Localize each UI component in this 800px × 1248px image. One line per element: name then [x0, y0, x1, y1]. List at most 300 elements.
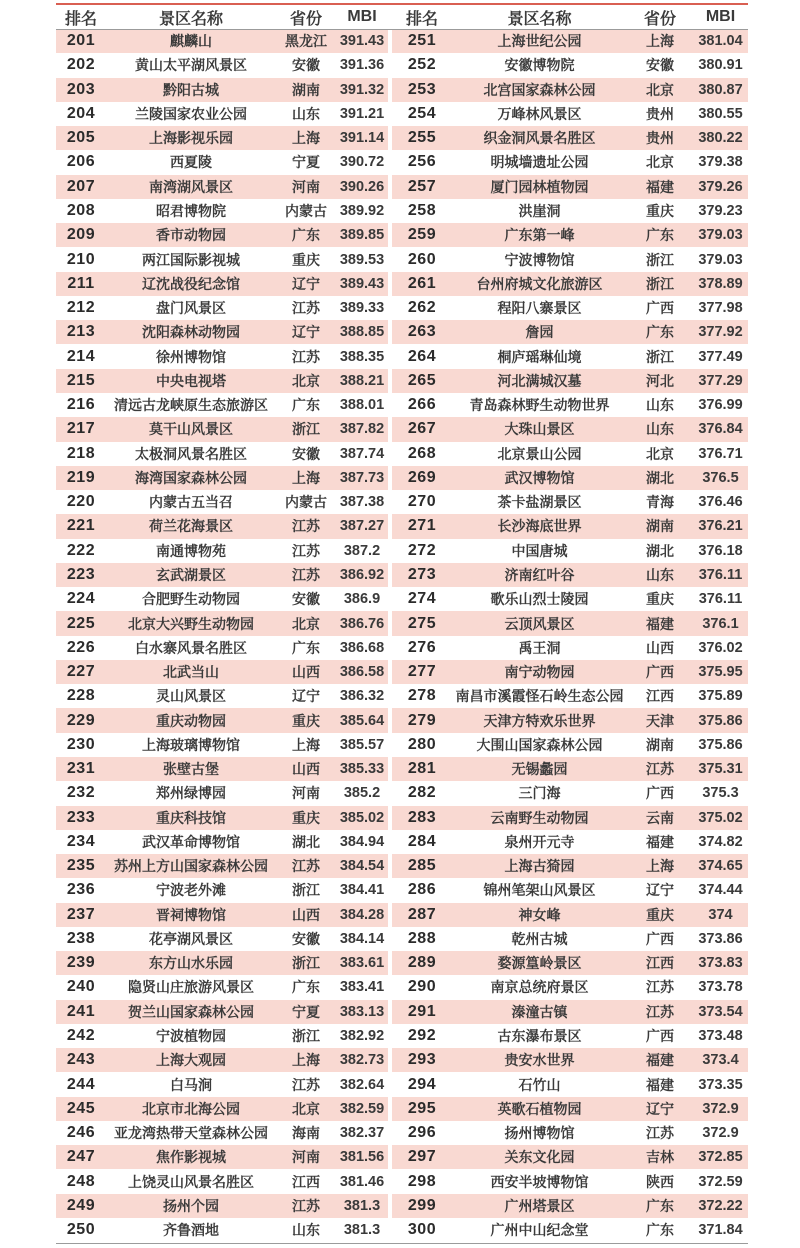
mbi-score-cell: 391.36: [339, 57, 385, 74]
rank-cell: 241: [66, 1002, 96, 1020]
province-cell: 山西: [292, 664, 320, 681]
column-header: MBI: [336, 5, 388, 29]
mbi-score-cell: 377.49: [698, 348, 743, 365]
table-body: [56, 29, 388, 1242]
mbi-score-cell: 376.1: [702, 615, 739, 632]
rank-cell: 218: [66, 444, 96, 462]
scenic-area-name-cell: 南湾湖风景区: [149, 178, 233, 195]
rank-cell: 263: [407, 323, 437, 341]
scenic-area-name-cell: 上海古猗园: [504, 858, 575, 875]
rank-cell: 295: [407, 1099, 437, 1117]
mbi-score-cell: 379.23: [698, 202, 743, 219]
rank-cell: 268: [407, 444, 437, 462]
scenic-area-name-cell: 白马涧: [170, 1076, 212, 1093]
rank-cell: 254: [407, 104, 437, 122]
province-cell: 重庆: [646, 591, 674, 608]
rank-cell: 262: [407, 299, 437, 317]
table-row: [56, 369, 388, 393]
table-row: [392, 199, 748, 223]
scenic-area-name-cell: 贵安水世界: [504, 1052, 575, 1069]
table-row: [392, 878, 748, 902]
mbi-score-cell: 385.2: [343, 785, 381, 802]
table-row: [392, 393, 748, 417]
scenic-area-name-cell: 宁波植物园: [156, 1028, 226, 1045]
rank-cell: 204: [66, 104, 96, 122]
rank-cell: 236: [66, 881, 96, 899]
mbi-score-cell: 384.28: [339, 906, 385, 923]
mbi-score-cell: 390.72: [339, 154, 385, 171]
table-row: [56, 78, 388, 102]
mbi-score-cell: 380.22: [698, 130, 743, 147]
table-row: [392, 344, 748, 368]
table-row: [56, 417, 388, 441]
scenic-area-name-cell: 盘门风景区: [156, 300, 226, 317]
rank-cell: 223: [66, 565, 96, 583]
mbi-score-cell: 373.54: [698, 1003, 743, 1020]
table-row: [56, 975, 388, 999]
rank-cell: 228: [66, 687, 96, 705]
province-cell: 湖北: [646, 469, 674, 486]
province-cell: 河南: [292, 1149, 320, 1166]
rank-cell: 264: [407, 347, 437, 365]
rank-cell: 271: [407, 517, 437, 535]
scenic-area-name-cell: 古东瀑布景区: [497, 1028, 582, 1045]
province-cell: 上海: [292, 469, 320, 486]
rank-cell: 224: [66, 590, 96, 608]
table-row: [392, 417, 748, 441]
province-cell: 陕西: [646, 1173, 674, 1190]
scenic-area-name-cell: 织金洞风景名胜区: [483, 130, 596, 147]
province-cell: 浙江: [646, 251, 674, 268]
table-header: [56, 5, 388, 29]
table-row: [56, 466, 388, 490]
scenic-area-name-cell: 沈阳森林动物园: [142, 324, 240, 341]
table-row: [56, 927, 388, 951]
mbi-score-cell: 382.64: [339, 1076, 385, 1093]
mbi-score-cell: 372.9: [702, 1125, 739, 1142]
rank-cell: 233: [66, 808, 96, 826]
mbi-score-cell: 385.64: [339, 712, 385, 729]
table-row: [56, 296, 388, 320]
mbi-score-cell: 387.82: [339, 421, 385, 438]
scenic-area-name-cell: 亚龙湾热带天堂森林公园: [114, 1125, 268, 1142]
province-cell: 上海: [646, 858, 674, 875]
province-cell: 浙江: [292, 955, 320, 972]
table-row: [392, 223, 748, 247]
rank-cell: 232: [66, 784, 96, 802]
column-header: 省份: [276, 5, 336, 29]
province-cell: 广西: [646, 1028, 674, 1045]
rank-cell: 296: [407, 1124, 437, 1142]
province-cell: 北京: [646, 445, 674, 462]
scenic-area-name-cell: 太极洞风景名胜区: [135, 445, 247, 462]
province-cell: 山西: [292, 761, 320, 778]
table-row: [392, 369, 748, 393]
rank-cell: 213: [66, 323, 96, 341]
mbi-score-cell: 374.44: [698, 882, 743, 899]
header-row: [56, 5, 388, 29]
rank-cell: 246: [66, 1124, 96, 1142]
mbi-score-cell: 379.38: [698, 154, 743, 171]
scenic-area-name-cell: 万峰林风景区: [497, 105, 582, 122]
scenic-area-name-cell: 东方山水乐园: [149, 955, 233, 972]
rank-cell: 274: [407, 590, 437, 608]
mbi-score-cell: 388.21: [339, 372, 385, 389]
scenic-area-name-cell: 黔阳古城: [163, 81, 219, 98]
table-row: [392, 975, 748, 999]
table-row: [392, 587, 748, 611]
province-cell: 广西: [646, 785, 674, 802]
mbi-score-cell: 389.85: [339, 227, 385, 244]
province-cell: 湖北: [292, 833, 320, 850]
table-row: [56, 1000, 388, 1024]
table-row: [392, 1218, 748, 1242]
table-row: [392, 247, 748, 271]
province-cell: 上海: [646, 33, 674, 50]
province-cell: 安徽: [292, 57, 320, 74]
scenic-area-name-cell: 兰陵国家农业公园: [135, 105, 247, 122]
province-cell: 北京: [292, 1100, 320, 1117]
rank-cell: 244: [66, 1075, 96, 1093]
scenic-area-name-cell: 詹园: [525, 324, 554, 341]
mbi-score-cell: 387.73: [339, 469, 385, 486]
rank-cell: 261: [407, 274, 437, 292]
table-row: [392, 636, 748, 660]
mbi-score-cell: 376.02: [698, 639, 743, 656]
table-body: [392, 29, 748, 1242]
province-cell: 福建: [646, 178, 674, 195]
table-row: [392, 175, 748, 199]
province-cell: 江苏: [646, 1003, 674, 1020]
province-cell: 江苏: [292, 1076, 320, 1093]
scenic-area-name-cell: 关东文化园: [504, 1149, 575, 1166]
scenic-area-name-cell: 广州塔景区: [504, 1197, 575, 1214]
table-row: [56, 587, 388, 611]
scenic-area-name-cell: 石竹山: [518, 1076, 561, 1093]
mbi-score-cell: 373.86: [698, 930, 743, 947]
rank-cell: 266: [407, 396, 437, 414]
rank-cell: 298: [407, 1172, 437, 1190]
scenic-area-name-cell: 上海大观园: [156, 1052, 226, 1069]
rank-cell: 226: [66, 638, 96, 656]
rank-cell: 206: [66, 153, 96, 171]
province-cell: 广东: [646, 227, 674, 244]
mbi-score-cell: 389.33: [339, 300, 385, 317]
mbi-score-cell: 379.03: [698, 227, 743, 244]
scenic-area-name-cell: 英歌石植物园: [497, 1100, 582, 1117]
table-row: [392, 1097, 748, 1121]
scenic-area-name-cell: 重庆动物园: [156, 712, 226, 729]
table-row: [392, 708, 748, 732]
rank-cell: 216: [66, 396, 96, 414]
rank-cell: 201: [66, 32, 96, 50]
scenic-area-name-cell: 长沙海底世界: [497, 518, 582, 535]
scenic-area-name-cell: 徐州博物馆: [156, 348, 226, 365]
scenic-area-name-cell: 两江国际影视城: [142, 251, 240, 268]
rank-cell: 227: [66, 663, 96, 681]
scenic-area-name-cell: 广东第一峰: [504, 227, 575, 244]
scenic-area-name-cell: 河北满城汉墓: [497, 372, 582, 389]
rank-cell: 276: [407, 638, 437, 656]
column-header: 排名: [392, 5, 452, 29]
table-row: [392, 442, 748, 466]
province-cell: 山东: [646, 421, 674, 438]
mbi-score-cell: 383.13: [339, 1003, 385, 1020]
table-row: [392, 126, 748, 150]
rank-cell: 284: [407, 832, 437, 850]
mbi-score-cell: 382.59: [339, 1100, 385, 1117]
mbi-score-cell: 389.92: [339, 202, 385, 219]
rank-cell: 285: [407, 857, 437, 875]
scenic-area-name-cell: 贺兰山国家森林公园: [128, 1003, 254, 1020]
province-cell: 湖南: [292, 81, 320, 98]
scenic-area-name-cell: 南通博物苑: [156, 542, 226, 559]
scenic-area-name-cell: 莫干山风景区: [149, 421, 233, 438]
table-row: [392, 1072, 748, 1096]
scenic-area-name-cell: 上海世纪公园: [497, 33, 582, 50]
rank-cell: 267: [407, 420, 437, 438]
scenic-area-name-cell: 北宫国家森林公园: [483, 81, 596, 98]
rank-cell: 288: [407, 929, 437, 947]
mbi-score-cell: 373.48: [698, 1028, 743, 1045]
rank-cell: 229: [66, 711, 96, 729]
province-cell: 辽宁: [292, 688, 320, 705]
rank-cell: 277: [407, 663, 437, 681]
province-cell: 广东: [292, 397, 320, 414]
rank-cell: 238: [66, 929, 96, 947]
mbi-score-cell: 387.2: [343, 542, 381, 559]
scenic-area-name-cell: 济南红叶谷: [504, 566, 575, 583]
scenic-area-name-cell: 婺源篁岭景区: [497, 955, 582, 972]
province-cell: 河南: [292, 785, 320, 802]
scenic-area-name-cell: 歌乐山烈士陵园: [490, 591, 589, 608]
province-cell: 广东: [292, 227, 320, 244]
scenic-area-name-cell: 花亭湖风景区: [149, 930, 233, 947]
table-row: [392, 1145, 748, 1169]
province-cell: 上海: [292, 736, 320, 753]
table-row: [392, 781, 748, 805]
province-cell: 江苏: [646, 761, 674, 778]
province-cell: 海南: [292, 1125, 320, 1142]
rank-cell: 240: [66, 978, 96, 996]
province-cell: 福建: [646, 833, 674, 850]
table-row: [392, 514, 748, 538]
mbi-score-cell: 372.59: [698, 1173, 743, 1190]
mbi-score-cell: 374.82: [698, 833, 743, 850]
rank-cell: 269: [407, 468, 437, 486]
scenic-area-name-cell: 中国唐城: [511, 542, 568, 559]
province-cell: 广东: [646, 324, 674, 341]
rank-cell: 275: [407, 614, 437, 632]
rank-cell: 286: [407, 881, 437, 899]
rank-cell: 257: [407, 177, 437, 195]
table-row: [56, 1194, 388, 1218]
mbi-score-cell: 389.53: [339, 251, 385, 268]
rank-cell: 209: [66, 226, 96, 244]
table-row: [392, 29, 748, 53]
scenic-area-name-cell: 禹王洞: [518, 639, 561, 656]
scenic-area-name-cell: 南昌市溪霞怪石岭生态公园: [455, 688, 624, 705]
scenic-area-name-cell: 乾州古城: [511, 930, 568, 947]
province-cell: 广东: [646, 1222, 674, 1239]
table-row: [392, 490, 748, 514]
rank-cell: 225: [66, 614, 96, 632]
scenic-area-name-cell: 黄山太平湖风景区: [135, 57, 247, 74]
rank-cell: 237: [66, 905, 96, 923]
scenic-area-name-cell: 西夏陵: [170, 154, 212, 171]
table-row: [56, 1218, 388, 1242]
table-row: [56, 1024, 388, 1048]
scenic-area-name-cell: 焦作影视城: [156, 1149, 226, 1166]
mbi-score-cell: 373.78: [698, 979, 743, 996]
province-cell: 河南: [292, 178, 320, 195]
province-cell: 广东: [292, 979, 320, 996]
province-cell: 吉林: [646, 1149, 674, 1166]
table-row: [56, 1097, 388, 1121]
table-row: [392, 1121, 748, 1145]
province-cell: 江苏: [292, 858, 320, 875]
scenic-area-name-cell: 大围山国家森林公园: [476, 736, 603, 753]
scenic-area-name-cell: 云南野生动物园: [490, 809, 589, 826]
bottom-divider-line: [56, 1243, 748, 1244]
mbi-score-cell: 388.35: [339, 348, 385, 365]
rank-cell: 217: [66, 420, 96, 438]
table-row: [392, 1194, 748, 1218]
table-row: [56, 733, 388, 757]
scenic-area-name-cell: 云顶风景区: [504, 615, 575, 632]
mbi-score-cell: 372.22: [698, 1197, 743, 1214]
mbi-score-cell: 388.01: [339, 397, 385, 414]
scenic-area-name-cell: 重庆科技馆: [156, 809, 226, 826]
table-row: [392, 903, 748, 927]
rank-cell: 278: [407, 687, 437, 705]
rank-cell: 294: [407, 1075, 437, 1093]
mbi-score-cell: 386.58: [339, 664, 385, 681]
province-cell: 江苏: [292, 518, 320, 535]
table-row: [56, 951, 388, 975]
scenic-area-name-cell: 天津方特欢乐世界: [483, 712, 596, 729]
mbi-score-cell: 386.9: [343, 591, 381, 608]
scenic-area-name-cell: 合肥野生动物园: [142, 591, 240, 608]
scenic-area-name-cell: 无锡蠡园: [511, 761, 568, 778]
scenic-area-name-cell: 锦州笔架山风景区: [483, 882, 596, 899]
province-cell: 内蒙古: [285, 494, 327, 511]
table-row: [392, 684, 748, 708]
rank-cell: 247: [66, 1148, 96, 1166]
table-row: [56, 660, 388, 684]
column-header: 景区名称: [106, 5, 276, 29]
table-row: [392, 78, 748, 102]
mbi-score-cell: 388.85: [339, 324, 385, 341]
province-cell: 重庆: [292, 251, 320, 268]
table-row: [392, 272, 748, 296]
table-row: [392, 563, 748, 587]
province-cell: 江苏: [292, 348, 320, 365]
rank-cell: 281: [407, 760, 437, 778]
table-row: [56, 29, 388, 53]
mbi-score-cell: 373.83: [698, 955, 743, 972]
rank-cell: 252: [407, 56, 437, 74]
province-cell: 广东: [646, 1197, 674, 1214]
province-cell: 湖北: [646, 542, 674, 559]
mbi-score-cell: 381.3: [343, 1197, 381, 1214]
mbi-score-cell: 387.27: [339, 518, 385, 535]
province-cell: 重庆: [292, 712, 320, 729]
mbi-score-cell: 380.87: [698, 81, 743, 98]
scenic-area-name-cell: 桐庐瑶琳仙境: [497, 348, 582, 365]
mbi-score-cell: 381.56: [339, 1149, 385, 1166]
province-cell: 重庆: [646, 202, 674, 219]
table-row: [56, 175, 388, 199]
rank-cell: 287: [407, 905, 437, 923]
mbi-score-cell: 384.14: [339, 930, 385, 947]
scenic-area-name-cell: 玄武湖景区: [156, 566, 226, 583]
table-row: [56, 150, 388, 174]
table-row: [392, 927, 748, 951]
mbi-score-cell: 384.94: [339, 833, 385, 850]
province-cell: 广西: [646, 664, 674, 681]
scenic-area-name-cell: 洪崖洞: [518, 202, 561, 219]
table-row: [56, 611, 388, 635]
table-row: [392, 150, 748, 174]
mbi-score-cell: 376.11: [698, 591, 743, 608]
mbi-score-cell: 386.68: [339, 639, 385, 656]
province-cell: 贵州: [646, 105, 674, 122]
mbi-score-cell: 381.04: [698, 33, 743, 50]
rank-cell: 289: [407, 954, 437, 972]
scenic-area-name-cell: 上海影视乐园: [149, 130, 233, 147]
scenic-area-name-cell: 北京景山公园: [497, 445, 582, 462]
province-cell: 江西: [646, 955, 674, 972]
rank-cell: 273: [407, 565, 437, 583]
table-row: [56, 490, 388, 514]
mbi-score-cell: 385.57: [339, 736, 385, 753]
mbi-score-cell: 377.92: [698, 324, 743, 341]
mbi-score-cell: 376.11: [698, 566, 743, 583]
table-row: [56, 272, 388, 296]
rank-cell: 221: [66, 517, 96, 535]
province-cell: 江苏: [292, 542, 320, 559]
province-cell: 江苏: [646, 979, 674, 996]
province-cell: 江苏: [646, 1125, 674, 1142]
province-cell: 北京: [646, 81, 674, 98]
rank-cell: 235: [66, 857, 96, 875]
province-cell: 辽宁: [292, 324, 320, 341]
scenic-area-name-cell: 北武当山: [163, 664, 219, 681]
scenic-area-name-cell: 齐鲁酒地: [163, 1222, 219, 1239]
province-cell: 江苏: [292, 300, 320, 317]
province-cell: 湖南: [646, 518, 674, 535]
scenic-area-name-cell: 郑州绿博园: [156, 785, 226, 802]
rank-cell: 260: [407, 250, 437, 268]
province-cell: 广西: [646, 300, 674, 317]
rank-cell: 239: [66, 954, 96, 972]
scenic-area-name-cell: 清远古龙峡原生态旅游区: [114, 397, 268, 414]
table-row: [392, 466, 748, 490]
rank-cell: 249: [66, 1196, 96, 1214]
mbi-score-cell: 389.43: [339, 275, 385, 292]
scenic-area-name-cell: 扬州个园: [163, 1197, 219, 1214]
table-row: [56, 854, 388, 878]
mbi-score-cell: 374: [708, 906, 733, 923]
table-header: [392, 5, 748, 29]
mbi-score-cell: 376.46: [698, 494, 743, 511]
rank-cell: 231: [66, 760, 96, 778]
mbi-score-cell: 375.89: [698, 688, 743, 705]
rank-cell: 248: [66, 1172, 96, 1190]
table-row: [392, 296, 748, 320]
table-row: [56, 708, 388, 732]
